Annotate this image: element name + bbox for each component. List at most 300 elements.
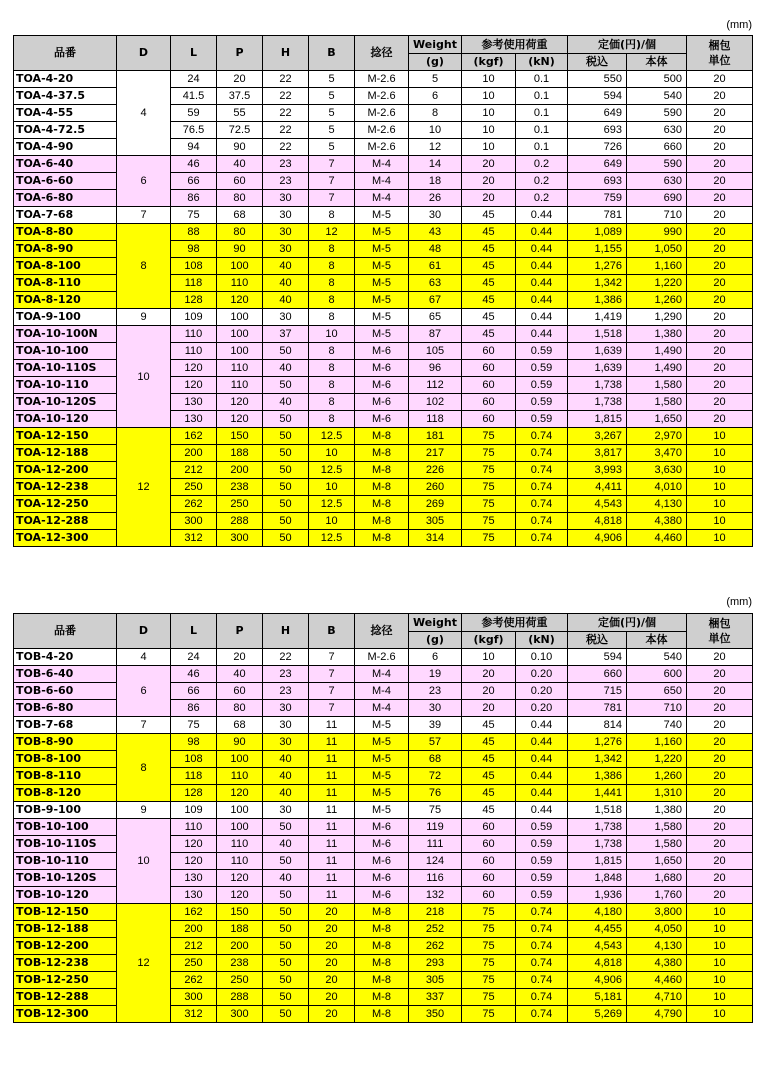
cell-screw: M-5 [355,768,409,785]
cell-h: 40 [263,292,309,309]
cell-p: 288 [217,513,263,530]
cell-load-kn: 0.59 [516,360,568,377]
cell-price-tax-in: 1,276 [568,258,627,275]
cell-model: TOA-6-60 [14,173,117,190]
cell-model: TOB-12-288 [14,989,117,1006]
unit-label-bottom: (mm) [726,596,752,608]
cell-h: 23 [263,156,309,173]
cell-pack: 20 [687,88,753,105]
cell-weight: 68 [409,751,462,768]
cell-pack: 20 [687,666,753,683]
cell-b: 8 [309,292,355,309]
cell-load-kgf: 75 [462,513,516,530]
cell-l: 128 [171,292,217,309]
cell-load-kn: 0.2 [516,190,568,207]
cell-price-base: 600 [627,666,687,683]
cell-b: 7 [309,190,355,207]
header-weight-unit: (g) [409,632,462,649]
cell-load-kn: 0.44 [516,309,568,326]
cell-p: 68 [217,207,263,224]
cell-load-kn: 0.10 [516,649,568,666]
cell-model: TOA-9-100 [14,309,117,326]
cell-price-tax-in: 1,155 [568,241,627,258]
cell-price-base: 740 [627,717,687,734]
cell-pack: 20 [687,768,753,785]
cell-price-tax-in: 1,441 [568,785,627,802]
cell-l: 262 [171,972,217,989]
cell-b: 5 [309,105,355,122]
cell-d: 10 [117,326,171,428]
cell-screw: M-2.6 [355,71,409,88]
cell-price-tax-in: 1,639 [568,360,627,377]
cell-p: 68 [217,717,263,734]
cell-d: 9 [117,309,171,326]
cell-pack: 20 [687,224,753,241]
cell-weight: 112 [409,377,462,394]
cell-price-tax-in: 4,818 [568,955,627,972]
header-model: 品番 [14,36,117,71]
header-p: P [217,36,263,71]
cell-weight: 48 [409,241,462,258]
cell-screw: M-5 [355,241,409,258]
cell-p: 110 [217,768,263,785]
cell-h: 50 [263,972,309,989]
cell-pack: 20 [687,734,753,751]
cell-model: TOA-6-40 [14,156,117,173]
cell-model: TOB-12-250 [14,972,117,989]
cell-p: 300 [217,1006,263,1023]
cell-pack: 20 [687,887,753,904]
cell-pack: 10 [687,1006,753,1023]
cell-weight: 337 [409,989,462,1006]
cell-pack: 20 [687,870,753,887]
cell-price-base: 990 [627,224,687,241]
header-l: L [171,614,217,649]
cell-l: 120 [171,853,217,870]
cell-weight: 102 [409,394,462,411]
cell-price-base: 4,010 [627,479,687,496]
cell-b: 11 [309,785,355,802]
cell-model: TOB-6-80 [14,700,117,717]
cell-model: TOB-10-120 [14,887,117,904]
cell-p: 55 [217,105,263,122]
cell-screw: M-5 [355,326,409,343]
header-model: 品番 [14,614,117,649]
header-b: B [309,36,355,71]
cell-price-base: 1,580 [627,377,687,394]
cell-h: 50 [263,513,309,530]
cell-b: 20 [309,955,355,972]
cell-price-tax-in: 1,342 [568,751,627,768]
cell-price-base: 710 [627,207,687,224]
cell-model: TOA-10-100N [14,326,117,343]
cell-pack: 10 [687,972,753,989]
cell-b: 8 [309,343,355,360]
header-screw: 捻径 [355,614,409,649]
cell-load-kgf: 75 [462,428,516,445]
cell-price-base: 500 [627,71,687,88]
cell-screw: M-8 [355,530,409,547]
cell-model: TOA-12-250 [14,496,117,513]
cell-load-kgf: 75 [462,972,516,989]
cell-l: 300 [171,513,217,530]
cell-p: 300 [217,530,263,547]
cell-price-base: 4,790 [627,1006,687,1023]
cell-load-kgf: 75 [462,938,516,955]
cell-h: 50 [263,496,309,513]
header-weight: Weight [409,614,462,632]
cell-model: TOA-12-150 [14,428,117,445]
cell-h: 37 [263,326,309,343]
cell-load-kgf: 75 [462,462,516,479]
cell-model: TOA-10-110S [14,360,117,377]
cell-screw: M-5 [355,717,409,734]
header-d: D [117,614,171,649]
cell-pack: 10 [687,955,753,972]
cell-model: TOA-4-20 [14,71,117,88]
cell-p: 150 [217,428,263,445]
cell-b: 11 [309,819,355,836]
cell-h: 40 [263,275,309,292]
table-row [14,904,753,921]
cell-price-tax-in: 3,267 [568,428,627,445]
cell-p: 200 [217,938,263,955]
cell-weight: 105 [409,343,462,360]
cell-pack: 20 [687,292,753,309]
cell-pack: 10 [687,462,753,479]
cell-h: 30 [263,309,309,326]
header-base: 本体 [627,54,687,71]
cell-b: 7 [309,173,355,190]
cell-load-kgf: 20 [462,156,516,173]
cell-weight: 19 [409,666,462,683]
cell-load-kgf: 45 [462,309,516,326]
cell-price-tax-in: 550 [568,71,627,88]
cell-p: 20 [217,71,263,88]
cell-weight: 262 [409,938,462,955]
cell-load-kgf: 60 [462,377,516,394]
cell-screw: M-6 [355,360,409,377]
cell-price-tax-in: 1,738 [568,394,627,411]
cell-l: 66 [171,173,217,190]
cell-pack: 20 [687,683,753,700]
cell-weight: 43 [409,224,462,241]
unit-label-top: (mm) [726,19,752,31]
cell-screw: M-8 [355,955,409,972]
cell-l: 120 [171,360,217,377]
cell-l: 88 [171,224,217,241]
cell-l: 212 [171,462,217,479]
cell-d: 8 [117,734,171,802]
cell-weight: 30 [409,700,462,717]
cell-b: 10 [309,479,355,496]
cell-model: TOB-7-68 [14,717,117,734]
cell-l: 312 [171,1006,217,1023]
cell-l: 130 [171,870,217,887]
cell-weight: 87 [409,326,462,343]
cell-load-kgf: 60 [462,343,516,360]
cell-pack: 10 [687,496,753,513]
cell-b: 5 [309,71,355,88]
cell-p: 80 [217,224,263,241]
cell-weight: 305 [409,972,462,989]
cell-model: TOB-10-110S [14,836,117,853]
cell-p: 110 [217,360,263,377]
cell-weight: 10 [409,122,462,139]
cell-price-tax-in: 5,269 [568,1006,627,1023]
cell-screw: M-2.6 [355,88,409,105]
cell-pack: 20 [687,207,753,224]
cell-model: TOA-12-238 [14,479,117,496]
cell-model: TOB-8-110 [14,768,117,785]
table-row [14,717,753,734]
cell-load-kn: 0.74 [516,428,568,445]
cell-l: 162 [171,428,217,445]
cell-price-base: 1,650 [627,853,687,870]
cell-load-kgf: 60 [462,836,516,853]
cell-load-kn: 0.20 [516,666,568,683]
cell-price-base: 3,800 [627,904,687,921]
cell-p: 60 [217,173,263,190]
cell-b: 5 [309,88,355,105]
cell-l: 41.5 [171,88,217,105]
cell-l: 200 [171,445,217,462]
cell-l: 250 [171,955,217,972]
cell-h: 30 [263,190,309,207]
cell-screw: M-2.6 [355,139,409,156]
cell-screw: M-8 [355,938,409,955]
cell-price-tax-in: 4,411 [568,479,627,496]
cell-load-kgf: 75 [462,921,516,938]
cell-load-kn: 0.59 [516,853,568,870]
cell-load-kgf: 10 [462,88,516,105]
cell-pack: 20 [687,139,753,156]
header-weight-unit: (g) [409,54,462,71]
cell-load-kn: 0.44 [516,734,568,751]
cell-h: 40 [263,394,309,411]
cell-pack: 10 [687,479,753,496]
cell-price-tax-in: 1,276 [568,734,627,751]
cell-l: 108 [171,751,217,768]
cell-load-kgf: 10 [462,122,516,139]
cell-h: 40 [263,836,309,853]
cell-price-tax-in: 649 [568,156,627,173]
cell-pack: 10 [687,904,753,921]
cell-model: TOA-8-120 [14,292,117,309]
cell-weight: 6 [409,88,462,105]
cell-weight: 39 [409,717,462,734]
cell-load-kn: 0.20 [516,683,568,700]
cell-load-kn: 0.74 [516,479,568,496]
cell-p: 100 [217,751,263,768]
cell-b: 20 [309,921,355,938]
cell-b: 8 [309,309,355,326]
cell-screw: M-6 [355,377,409,394]
cell-price-tax-in: 4,543 [568,496,627,513]
cell-l: 130 [171,411,217,428]
cell-l: 110 [171,819,217,836]
cell-load-kn: 0.44 [516,802,568,819]
cell-model: TOA-12-200 [14,462,117,479]
cell-pack: 20 [687,275,753,292]
cell-price-tax-in: 1,848 [568,870,627,887]
cell-weight: 293 [409,955,462,972]
cell-l: 98 [171,241,217,258]
cell-model: TOB-8-120 [14,785,117,802]
cell-price-base: 1,260 [627,292,687,309]
cell-model: TOB-12-300 [14,1006,117,1023]
cell-d: 7 [117,717,171,734]
cell-l: 162 [171,904,217,921]
cell-screw: M-5 [355,224,409,241]
table-row [14,819,753,836]
cell-load-kn: 0.1 [516,139,568,156]
cell-load-kgf: 20 [462,190,516,207]
cell-pack: 20 [687,700,753,717]
cell-b: 10 [309,513,355,530]
cell-price-tax-in: 5,181 [568,989,627,1006]
cell-price-tax-in: 1,738 [568,377,627,394]
cell-load-kn: 0.1 [516,88,568,105]
cell-weight: 75 [409,802,462,819]
cell-h: 30 [263,717,309,734]
cell-weight: 260 [409,479,462,496]
cell-load-kn: 0.44 [516,207,568,224]
cell-p: 120 [217,887,263,904]
cell-h: 23 [263,666,309,683]
cell-price-base: 3,470 [627,445,687,462]
cell-weight: 76 [409,785,462,802]
cell-load-kn: 0.1 [516,71,568,88]
cell-load-kgf: 45 [462,224,516,241]
cell-model: TOA-10-120S [14,394,117,411]
cell-price-base: 1,160 [627,258,687,275]
cell-price-base: 1,760 [627,887,687,904]
cell-screw: M-5 [355,309,409,326]
cell-b: 8 [309,411,355,428]
cell-price-base: 1,160 [627,734,687,751]
cell-load-kgf: 75 [462,989,516,1006]
cell-l: 118 [171,768,217,785]
header-price: 定価(円)/個 [568,614,687,632]
cell-load-kn: 0.74 [516,921,568,938]
header-kn: (kN) [516,632,568,649]
cell-load-kgf: 45 [462,802,516,819]
cell-price-tax-in: 4,906 [568,530,627,547]
cell-model: TOB-8-90 [14,734,117,751]
cell-pack: 10 [687,989,753,1006]
cell-load-kgf: 75 [462,496,516,513]
cell-price-base: 1,580 [627,394,687,411]
cell-pack: 10 [687,445,753,462]
cell-load-kn: 0.74 [516,904,568,921]
cell-weight: 5 [409,71,462,88]
cell-price-base: 4,050 [627,921,687,938]
cell-b: 5 [309,122,355,139]
cell-screw: M-4 [355,173,409,190]
header-pack [687,614,753,649]
header-base: 本体 [627,632,687,649]
cell-model: TOA-4-90 [14,139,117,156]
cell-model: TOA-8-110 [14,275,117,292]
cell-b: 20 [309,972,355,989]
cell-screw: M-5 [355,734,409,751]
cell-l: 212 [171,938,217,955]
cell-p: 200 [217,462,263,479]
cell-load-kgf: 10 [462,105,516,122]
cell-model: TOA-12-288 [14,513,117,530]
cell-load-kn: 0.59 [516,870,568,887]
cell-p: 60 [217,683,263,700]
cell-price-tax-in: 594 [568,649,627,666]
cell-weight: 116 [409,870,462,887]
cell-d: 12 [117,428,171,547]
tob-table-body [14,649,753,1023]
header-pack [687,36,753,71]
cell-weight: 67 [409,292,462,309]
cell-d: 12 [117,904,171,1023]
cell-h: 22 [263,649,309,666]
cell-model: TOB-10-100 [14,819,117,836]
cell-screw: M-8 [355,445,409,462]
cell-h: 40 [263,360,309,377]
cell-price-tax-in: 4,818 [568,513,627,530]
cell-screw: M-6 [355,887,409,904]
cell-price-tax-in: 814 [568,717,627,734]
cell-screw: M-8 [355,904,409,921]
cell-h: 50 [263,904,309,921]
cell-weight: 6 [409,649,462,666]
cell-price-base: 1,220 [627,275,687,292]
cell-price-tax-in: 1,386 [568,768,627,785]
cell-load-kn: 0.44 [516,751,568,768]
cell-model: TOB-12-200 [14,938,117,955]
cell-weight: 350 [409,1006,462,1023]
cell-b: 8 [309,275,355,292]
cell-p: 80 [217,190,263,207]
cell-p: 288 [217,989,263,1006]
cell-screw: M-6 [355,411,409,428]
cell-load-kn: 0.59 [516,394,568,411]
cell-model: TOB-12-188 [14,921,117,938]
cell-screw: M-2.6 [355,122,409,139]
cell-model: TOB-8-100 [14,751,117,768]
cell-pack: 20 [687,122,753,139]
cell-l: 98 [171,734,217,751]
cell-price-tax-in: 1,518 [568,326,627,343]
cell-model: TOA-10-100 [14,343,117,360]
cell-model: TOA-12-300 [14,530,117,547]
cell-b: 11 [309,853,355,870]
cell-h: 30 [263,207,309,224]
header-kgf: (kgf) [462,54,516,71]
cell-d: 6 [117,156,171,207]
cell-price-base: 630 [627,122,687,139]
cell-l: 46 [171,156,217,173]
cell-price-tax-in: 4,906 [568,972,627,989]
cell-price-base: 590 [627,105,687,122]
cell-price-tax-in: 759 [568,190,627,207]
cell-b: 10 [309,445,355,462]
cell-price-base: 4,460 [627,530,687,547]
cell-l: 46 [171,666,217,683]
cell-screw: M-5 [355,751,409,768]
cell-l: 109 [171,309,217,326]
cell-model: TOB-4-20 [14,649,117,666]
cell-pack: 20 [687,190,753,207]
cell-h: 40 [263,258,309,275]
cell-pack: 10 [687,513,753,530]
